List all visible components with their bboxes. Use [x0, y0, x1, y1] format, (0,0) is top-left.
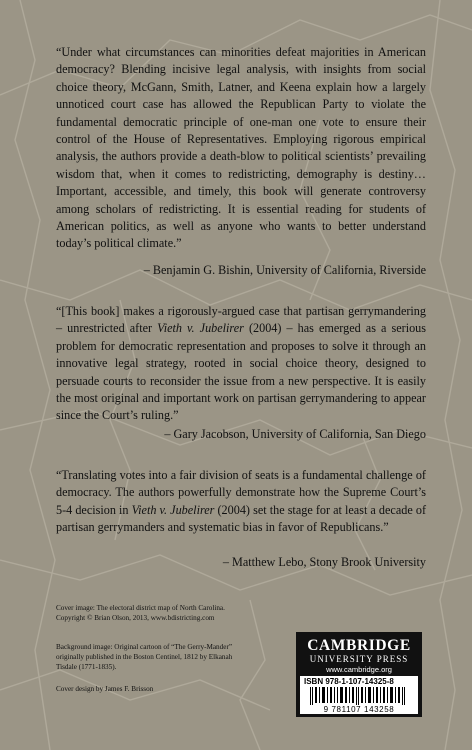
background-image-credit: Background image: Original cartoon of “The Gerry-Mander” originally published in the Boston Centinel, 1812 by Elkanah Tisdale (1771-1835).	[56, 643, 233, 671]
cover-design-credit: Cover design by James F. Brisson	[56, 685, 154, 693]
cover-image-credit: Cover image: The electoral district map of North Carolina. Copyright © Brian Olson, 2013, www.bdistricting.com	[56, 604, 225, 622]
review-attribution-3: – Matthew Lebo, Stony Brook University	[222, 555, 426, 569]
publisher-name: CAMBRIDGE	[307, 637, 411, 654]
review-quote-3	[56, 467, 426, 537]
review-quote-3-text-after: (2004) set the stage for at least a decade of partisan gerrymanders and systematic bias in favor of Republicans.”	[56, 502, 427, 535]
review-quote-1-text: “Under what circumstances can minorities defeat majorities in American democracy? Blending incisive legal analysis, with insights from social choice theory, McGann, Smith, Latner, and Keena explain how a largely unnoticed court case has allowed the Republican Party to violate the fundamental democratic principle of one-man one vote to ensure their control of the House of Representatives. Employing rigorous empirical analysis, the authors provide a death-blow to political scientists’ prevailing wisdom that, when it comes to redistricting, demography is destiny… Important, accessible, and timely, this book will generate controversy among scholars of redistricting. It is essential reading for students of American politics, as well as anyone who wants to better understand today’s political climate.”	[56, 45, 426, 251]
publisher-subtitle: UNIVERSITY PRESS	[309, 654, 409, 664]
barcode-number: 9 781107 143258	[323, 705, 395, 714]
review-quote-2-case-name: Vieth v. Jubelirer	[157, 321, 244, 336]
review-attribution-2: – Gary Jacobson, University of California, San Diego	[164, 427, 426, 441]
review-quote-1	[56, 44, 426, 253]
isbn-barcode-box	[300, 676, 418, 714]
review-quote-3-case-name: Vieth v. Jubelirer	[131, 502, 215, 517]
barcode-graphic	[310, 687, 408, 705]
review-attribution-1: – Benjamin G. Bishin, University of California, Riverside	[143, 263, 426, 277]
publisher-logo-block	[296, 632, 422, 717]
publisher-url: www.cambridge.org	[326, 665, 392, 674]
review-quote-2	[56, 303, 426, 425]
review-quote-2-text-before: “[This book] makes a rigorously-argued case that partisan gerrymandering – unrestricted after	[56, 304, 426, 336]
review-quote-2-text-after: (2004) – has emerged as a serious problem for democratic representation and proposes to solve it through an innovative legal strategy, rooted in social choice theory, designed to persuade courts to reconsider the issue from a new perspective. It is easily the most original and important work on partisan gerrymandering to appear since the Court’s ruling.”	[56, 321, 427, 423]
isbn-label: ISBN 978-1-107-14325-8	[304, 677, 394, 686]
review-quote-3-text-before: “Translating votes into a fair division of seats is a fundamental challenge of democracy. The authors powerfully demonstrate how the Supreme Court’s 5-4 decision in	[56, 468, 426, 517]
